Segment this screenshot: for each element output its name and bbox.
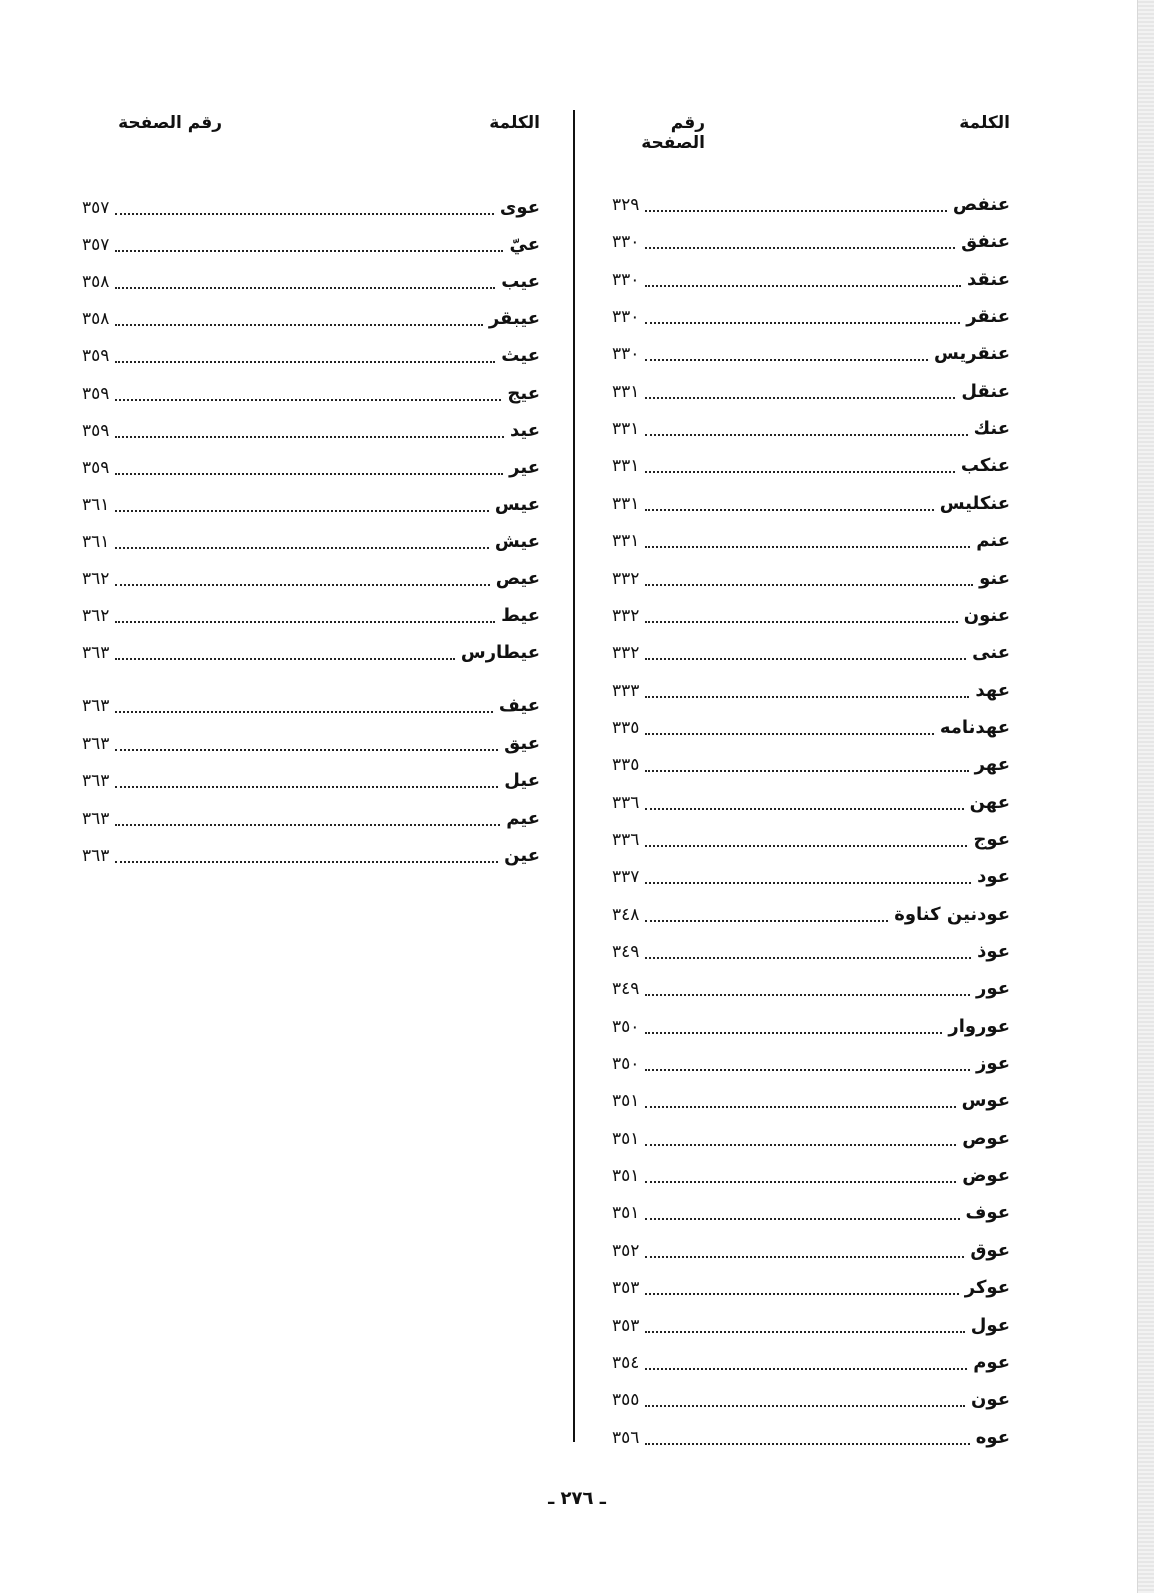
entry-word: عون (971, 1389, 1010, 1410)
entry-word: عيط (501, 605, 540, 626)
index-entry (612, 1198, 1010, 1228)
entry-word: عهن (969, 792, 1010, 813)
dot-leader (115, 320, 482, 326)
dot-leader (645, 1252, 964, 1258)
index-entry (612, 451, 1010, 481)
entry-page-number: ٣٥٢ (612, 1241, 640, 1261)
index-entry (82, 341, 540, 371)
entry-word: عول (970, 1315, 1010, 1336)
dot-leader (115, 209, 494, 215)
dot-leader (645, 804, 963, 810)
dot-leader (645, 729, 933, 735)
entry-word: عوس (961, 1090, 1010, 1111)
dot-leader (645, 505, 933, 511)
index-entry (82, 766, 540, 796)
entry-page-number: ٣٥١ (612, 1091, 640, 1111)
index-entry (82, 304, 540, 334)
entry-word: عنك (973, 418, 1010, 439)
column-header (612, 113, 1010, 153)
entry-page-number: ٣٤٩ (612, 979, 640, 999)
entry-page-number: ٣٥٣ (612, 1278, 640, 1298)
index-entry (612, 750, 1010, 780)
entry-page-number: ٣٣٥ (612, 718, 640, 738)
entry-word: عنقريس (934, 343, 1010, 364)
index-entry (612, 489, 1010, 519)
dot-leader (115, 246, 503, 252)
dot-leader (645, 766, 968, 772)
entry-page-number: ٣٥١ (612, 1166, 640, 1186)
entry-word: عيل (504, 770, 540, 791)
index-entry (612, 414, 1010, 444)
dot-leader (645, 654, 966, 660)
entry-page-number: ٣٢٩ (612, 195, 640, 215)
entry-word: عنقل (961, 381, 1010, 402)
entry-word: عوض (962, 1165, 1010, 1186)
entry-page-number: ٣٥٩ (82, 384, 110, 404)
dot-leader (645, 1065, 970, 1071)
index-entry (612, 937, 1010, 967)
entry-page-number: ٣٣٦ (612, 830, 640, 850)
dot-leader (645, 1214, 959, 1220)
entry-word: عوص (962, 1128, 1010, 1149)
entry-page-number: ٣٥٩ (82, 458, 110, 478)
index-entry (612, 302, 1010, 332)
dot-leader (645, 430, 967, 436)
entry-page-number: ٣٥٩ (82, 346, 110, 366)
dot-leader (645, 1401, 965, 1407)
entry-word: عنقد (967, 269, 1010, 290)
index-entry (82, 729, 540, 759)
entry-page-number: ٣٥٥ (612, 1390, 640, 1410)
dot-leader (115, 506, 489, 512)
page-number-footer: ـ ٢٧٦ ـ (548, 1488, 606, 1509)
entry-page-number: ٣٥٠ (612, 1054, 640, 1074)
entry-word: عيش (494, 531, 540, 552)
entry-page-number: ٣٣١ (612, 494, 640, 514)
index-entry (612, 227, 1010, 257)
dot-leader (645, 281, 961, 287)
index-entry (82, 453, 540, 483)
dot-leader (645, 953, 971, 959)
dot-leader (115, 580, 489, 586)
index-entry (612, 974, 1010, 1004)
dot-leader (115, 820, 500, 826)
entry-word: عيب (501, 271, 540, 292)
entry-page-number: ٣٣١ (612, 382, 640, 402)
scan-edge (1137, 0, 1154, 1593)
entry-page-number: ٣٦١ (82, 532, 110, 552)
dot-leader (115, 357, 495, 363)
entry-page-number: ٣٣٣ (612, 681, 640, 701)
index-entry (82, 638, 540, 668)
dot-leader (645, 878, 971, 884)
entry-page-number: ٣٣٢ (612, 643, 640, 663)
index-entry (612, 638, 1010, 668)
entry-page-number: ٣٥٧ (82, 235, 110, 255)
entry-page-number: ٣٦٣ (82, 643, 110, 663)
dot-leader (645, 617, 957, 623)
index-entry (82, 841, 540, 871)
index-column-right (612, 0, 1010, 1500)
entry-word: عيد (509, 420, 540, 441)
entry-word: عين (504, 845, 540, 866)
entry-word: عيم (506, 808, 540, 829)
index-entry (82, 193, 540, 223)
entry-word: عيص (495, 568, 540, 589)
entry-page-number: ٣٣٧ (612, 867, 640, 887)
dot-leader (645, 393, 955, 399)
index-entry (612, 1273, 1010, 1303)
entry-word: عنفص (952, 194, 1010, 215)
entry-word: عوج (973, 829, 1010, 850)
entry-page-number: ٣٣٠ (612, 307, 640, 327)
entry-page-number: ٣٥١ (612, 1129, 640, 1149)
dot-leader (645, 580, 973, 586)
entry-word: عوروار (948, 1016, 1010, 1037)
dot-leader (645, 1177, 956, 1183)
index-entry (612, 676, 1010, 706)
entry-word: عوذ (977, 941, 1010, 962)
entry-word: عيّ (509, 234, 540, 255)
entry-page-number: ٣٣١ (612, 419, 640, 439)
index-entry (612, 1348, 1010, 1378)
dot-leader (645, 1140, 956, 1146)
entry-word: عور (976, 978, 1010, 999)
entry-word: عنقر (966, 306, 1010, 327)
index-entry (612, 713, 1010, 743)
index-entry (612, 265, 1010, 295)
entry-word: عوز (976, 1053, 1010, 1074)
dot-leader (645, 1364, 967, 1370)
dot-leader (645, 990, 970, 996)
entry-page-number: ٣٦٣ (82, 846, 110, 866)
entry-page-number: ٣٤٨ (612, 905, 640, 925)
entry-page-number: ٣٣١ (612, 531, 640, 551)
entry-word: عنكب (960, 455, 1010, 476)
index-entry (612, 788, 1010, 818)
dot-leader (645, 1028, 942, 1034)
dot-leader (645, 467, 954, 473)
entry-page-number: ٣٥٨ (82, 272, 110, 292)
dot-leader (645, 542, 970, 548)
entry-word: عنو (979, 568, 1010, 589)
dot-leader (115, 707, 493, 713)
entry-word: عوكر (964, 1277, 1010, 1298)
entry-word: عيث (501, 345, 540, 366)
index-entry (82, 267, 540, 297)
entry-page-number: ٣٦٣ (82, 696, 110, 716)
entry-word: عوى (499, 197, 540, 218)
index-entry (82, 416, 540, 446)
entry-word: عنى (972, 642, 1010, 663)
entry-page-number: ٣٣١ (612, 456, 640, 476)
dot-leader (645, 1439, 969, 1445)
entry-page-number: ٣٥٣ (612, 1316, 640, 1336)
dot-leader (645, 355, 928, 361)
entry-page-number: ٣٣٠ (612, 232, 640, 252)
index-entry (82, 601, 540, 631)
entry-word: عيق (504, 733, 540, 754)
index-entry (82, 379, 540, 409)
index-entry (612, 526, 1010, 556)
entry-word: عود (977, 866, 1010, 887)
entry-page-number: ٣٥٩ (82, 421, 110, 441)
entry-page-number: ٣٣٢ (612, 606, 640, 626)
dot-leader (115, 654, 454, 660)
index-entry (82, 527, 540, 557)
dot-leader (645, 841, 967, 847)
entry-page-number: ٣٤٩ (612, 942, 640, 962)
entry-page-number: ٣٥٨ (82, 309, 110, 329)
entry-page-number: ٣٦١ (82, 495, 110, 515)
index-entry (82, 804, 540, 834)
entry-word: عودنين كناوة (894, 904, 1010, 925)
index-entry (82, 564, 540, 594)
entry-word: عهد (975, 680, 1010, 701)
entry-page-number: ٣٦٢ (82, 569, 110, 589)
index-entry (612, 1311, 1010, 1341)
index-entry (612, 1236, 1010, 1266)
dot-leader (115, 857, 498, 863)
entry-page-number: ٣٣٠ (612, 270, 640, 290)
entry-word: عيس (494, 494, 540, 515)
index-entry (82, 691, 540, 721)
index-entry (612, 1423, 1010, 1453)
dot-leader (115, 543, 489, 549)
dot-leader (115, 782, 498, 788)
entry-page-number: ٣٥٠ (612, 1017, 640, 1037)
index-column-left (82, 0, 540, 1500)
dot-leader (645, 1289, 958, 1295)
dot-leader (115, 432, 504, 438)
index-entry (612, 1012, 1010, 1042)
entry-page-number: ٣٣٦ (612, 793, 640, 813)
dot-leader (645, 916, 888, 922)
dot-leader (645, 318, 960, 324)
entry-page-number: ٣٦٣ (82, 771, 110, 791)
entry-page-number: ٣٦٢ (82, 606, 110, 626)
entry-word: عوق (970, 1240, 1010, 1261)
dot-leader (115, 395, 501, 401)
dot-leader (645, 1327, 964, 1333)
header-page-number: رقم الصفحة (641, 113, 705, 153)
column-header (82, 113, 540, 143)
entry-page-number: ٣٣٠ (612, 344, 640, 364)
index-entry (612, 900, 1010, 930)
entry-word: عوه (975, 1427, 1010, 1448)
entry-word: عنفق (961, 231, 1010, 252)
entry-page-number: ٣٦٣ (82, 734, 110, 754)
entry-word: عهر (974, 754, 1010, 775)
index-entry (612, 1385, 1010, 1415)
header-page-number: رقم الصفحة (118, 113, 222, 133)
index-entry (612, 1049, 1010, 1079)
entry-word: عيطارس (460, 642, 540, 663)
entry-page-number: ٣٣٥ (612, 755, 640, 775)
index-entry (612, 190, 1010, 220)
dot-leader (645, 1102, 955, 1108)
column-divider (573, 110, 575, 1442)
entry-page-number: ٣٥٧ (82, 198, 110, 218)
dot-leader (115, 617, 495, 623)
entry-page-number: ٣٦٣ (82, 809, 110, 829)
entry-page-number: ٣٣٢ (612, 569, 640, 589)
index-entry (612, 1161, 1010, 1191)
index-entry (612, 564, 1010, 594)
entry-word: عوم (973, 1352, 1010, 1373)
index-entry (82, 230, 540, 260)
entry-word: عنون (963, 605, 1010, 626)
entry-page-number: ٣٥٦ (612, 1428, 640, 1448)
dot-leader (645, 692, 969, 698)
index-entry (612, 1124, 1010, 1154)
dot-leader (115, 745, 498, 751)
header-word: الكلمة (959, 113, 1010, 133)
entry-word: عيج (507, 383, 540, 404)
index-entry (612, 377, 1010, 407)
dot-leader (115, 283, 495, 289)
entry-page-number: ٣٥١ (612, 1203, 640, 1223)
entry-word: عير (509, 457, 540, 478)
entry-word: عهدنامه (939, 717, 1010, 738)
dot-leader (115, 469, 503, 475)
index-entry (612, 825, 1010, 855)
entry-page-number: ٣٥٤ (612, 1353, 640, 1373)
dot-leader (645, 206, 946, 212)
dot-leader (645, 243, 955, 249)
header-word: الكلمة (489, 113, 540, 133)
entry-word: عنكليس (939, 493, 1010, 514)
entry-word: عيف (498, 695, 540, 716)
entry-word: عوف (965, 1202, 1010, 1223)
entry-word: عنم (976, 530, 1010, 551)
index-entry (612, 1086, 1010, 1116)
index-entry (82, 490, 540, 520)
index-entry (612, 862, 1010, 892)
index-entry (612, 339, 1010, 369)
index-entry (612, 601, 1010, 631)
entry-word: عيبقر (488, 308, 540, 329)
